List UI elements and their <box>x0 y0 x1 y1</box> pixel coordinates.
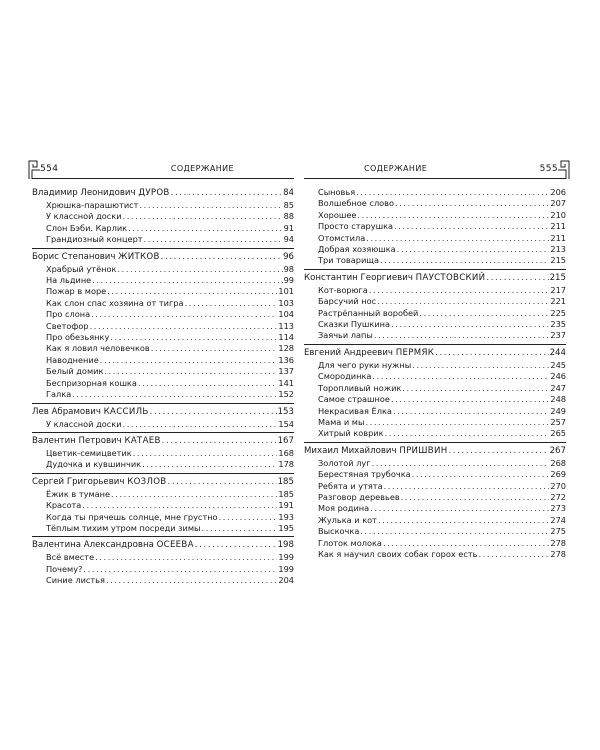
story-title: Хрюшка-парашютист <box>46 200 139 210</box>
dot-leader <box>72 389 277 400</box>
page-ref: 267 <box>549 445 566 456</box>
toc-section <box>32 404 294 433</box>
page-ref: 278 <box>550 548 566 559</box>
toc-entry <box>304 458 566 469</box>
author-given-names: Сергей Григорьевич <box>32 476 125 487</box>
story-title: На льдине <box>46 275 92 286</box>
toc-entry <box>304 319 566 330</box>
toc-section <box>304 185 566 270</box>
story-title: Цветик-семицветик <box>46 447 132 458</box>
author-surname: КАССИЛЬ <box>103 406 149 417</box>
toc-entry <box>304 233 566 244</box>
toc-section <box>304 270 566 345</box>
author-name <box>304 347 434 360</box>
dot-leader <box>142 459 277 470</box>
story-title: Кот-ворюга <box>318 284 368 295</box>
dot-leader <box>383 538 549 549</box>
page-ref: 225 <box>550 307 566 318</box>
story-title: У классной доски <box>46 418 122 429</box>
dot-leader <box>412 469 550 480</box>
toc-entry <box>32 552 294 563</box>
story-title: Разговор деревьев <box>318 491 400 502</box>
dot-leader <box>144 234 283 245</box>
toc-entry <box>304 526 566 537</box>
story-title: Самое страшное <box>318 394 390 405</box>
dot-leader <box>95 552 277 563</box>
author-name <box>32 406 149 419</box>
dot-leader <box>128 223 282 234</box>
dot-leader <box>104 366 277 377</box>
dot-leader <box>384 481 550 492</box>
page-ref: 275 <box>550 526 566 537</box>
story-title: Барсучий нос <box>318 296 377 307</box>
dot-leader <box>150 406 277 419</box>
dot-leader <box>435 347 548 360</box>
story-title: Красота <box>46 500 82 511</box>
author-name <box>32 476 166 489</box>
page-ref: 198 <box>277 540 294 551</box>
toc-entry <box>32 275 294 286</box>
toc-entry <box>304 285 566 296</box>
page-ref: 153 <box>277 406 294 417</box>
author-entry <box>304 272 566 285</box>
running-header <box>32 158 294 179</box>
toc-entry <box>304 503 566 514</box>
author-given-names: Борис Степанович <box>32 251 116 262</box>
toc-section <box>32 474 294 538</box>
page-ref: 206 <box>550 187 566 197</box>
toc-entry <box>32 500 294 511</box>
story-title: Синие листья <box>46 575 105 586</box>
toc-entry <box>32 286 294 297</box>
dot-leader <box>486 272 548 285</box>
page-ref: 235 <box>550 319 566 330</box>
dot-leader <box>138 378 277 389</box>
dot-leader <box>139 200 282 211</box>
story-title: Моя родина <box>318 503 370 514</box>
toc-entry <box>32 343 294 354</box>
author-given-names: Лев Абрамович <box>32 406 101 417</box>
page-ref: 152 <box>278 389 294 400</box>
story-title: Сыновья <box>318 187 356 197</box>
dot-leader <box>360 526 549 537</box>
dot-leader <box>184 298 277 309</box>
page-ref: 85 <box>283 200 294 210</box>
dot-leader <box>91 309 277 320</box>
author-surname: ДУРОВ <box>138 188 170 198</box>
page-ref: 248 <box>550 394 566 405</box>
page-ref: 193 <box>278 511 294 522</box>
dot-leader <box>393 406 549 417</box>
toc-entry <box>32 211 294 222</box>
story-title: Мама и мы <box>318 416 365 427</box>
toc-section <box>32 249 294 404</box>
toc-entry <box>304 255 566 266</box>
dot-leader <box>151 343 278 354</box>
page-ref: 272 <box>550 491 566 502</box>
dot-leader <box>369 285 550 296</box>
toc-entry <box>304 360 566 371</box>
page-ref: 265 <box>550 428 566 439</box>
dot-leader <box>391 394 549 405</box>
page-ref: 195 <box>278 522 294 533</box>
toc-entry <box>304 492 566 503</box>
story-title: Про слона <box>46 309 91 320</box>
story-title: Для чего руки нужны <box>318 359 412 370</box>
story-title: Торопливый ножик <box>318 382 402 393</box>
page-ref: 257 <box>550 416 566 427</box>
toc-section <box>32 433 294 474</box>
page-ref: 207 <box>550 198 566 209</box>
toc-entry <box>32 200 294 211</box>
author-name <box>32 539 194 552</box>
page-ref: 96 <box>283 251 294 262</box>
toc-entry <box>304 221 566 232</box>
toc-entry <box>32 298 294 309</box>
toc-entry <box>304 428 566 439</box>
story-title: Всё вместе <box>46 552 95 563</box>
dot-leader <box>111 489 277 500</box>
story-title: Про обезьянку <box>46 332 110 343</box>
left-page <box>32 158 294 589</box>
story-title: Как я научил своих собак горох есть <box>318 548 478 559</box>
toc-entry <box>32 564 294 575</box>
page-ref: 237 <box>550 330 566 341</box>
dot-leader <box>419 308 549 319</box>
toc-entry <box>304 210 566 221</box>
toc-entry <box>32 523 294 534</box>
page-ref: 137 <box>278 366 294 377</box>
toc-entry <box>32 489 294 500</box>
toc-entry <box>304 394 566 405</box>
running-header <box>304 158 566 179</box>
page-ref: 103 <box>278 297 294 308</box>
page-ref: 185 <box>277 476 294 487</box>
story-title: Белый домик <box>46 366 104 377</box>
dot-leader <box>378 515 549 526</box>
author-entry <box>304 347 566 360</box>
page-ref: 278 <box>550 537 566 548</box>
story-title: Волшебное слово <box>318 198 395 209</box>
dot-leader <box>123 211 283 222</box>
page-ref: 199 <box>278 552 294 563</box>
running-title: СОДЕРЖАНИЕ <box>170 164 234 173</box>
dot-leader <box>82 500 277 511</box>
story-title: Пожар в море <box>46 286 107 297</box>
author-given-names: Михаил Михайлович <box>304 445 397 456</box>
story-title: Смородинка <box>318 371 372 382</box>
page-ref: 269 <box>550 469 566 480</box>
dot-leader <box>219 512 278 523</box>
right-page <box>304 158 566 562</box>
author-name <box>32 251 160 264</box>
page-ref: 270 <box>550 480 566 491</box>
page-ref: 215 <box>549 272 566 283</box>
page-ref: 167 <box>277 435 294 446</box>
dot-leader <box>374 330 550 341</box>
dot-leader <box>171 187 282 200</box>
page-ref: 215 <box>550 255 566 266</box>
toc-entry <box>32 223 294 234</box>
page-ref: 168 <box>278 447 294 458</box>
toc-sections <box>304 185 566 562</box>
page-number: 554 <box>40 164 59 174</box>
running-title: СОДЕРЖАНИЕ <box>364 164 428 173</box>
page-ref: 211 <box>550 232 566 243</box>
page-ref: 178 <box>278 459 294 470</box>
dot-leader <box>83 564 277 575</box>
dot-leader <box>478 549 549 560</box>
story-title: Грандиозный концерт <box>46 234 143 245</box>
dot-leader <box>448 445 548 458</box>
dot-leader <box>107 286 277 297</box>
dot-leader <box>397 244 550 255</box>
story-title: Тёплым тихим утром посреди зимы <box>46 522 201 533</box>
dot-leader <box>162 435 277 448</box>
page-ref: 99 <box>283 275 294 286</box>
author-entry <box>32 406 294 419</box>
story-title: Выскочка <box>318 526 360 537</box>
dot-leader <box>92 275 282 286</box>
dot-leader <box>394 221 549 232</box>
story-title: Добрая хозяюшка <box>318 244 396 255</box>
page-ref: 268 <box>550 457 566 468</box>
page-ref: 141 <box>278 377 294 388</box>
author-given-names: Владимир Леонидович <box>32 188 136 198</box>
toc-entry <box>304 187 566 198</box>
page-ref: 113 <box>278 320 294 331</box>
page-ref: 274 <box>550 514 566 525</box>
author-given-names: Валентин Петрович <box>32 435 122 446</box>
toc-entry <box>304 383 566 394</box>
dot-leader <box>100 355 278 366</box>
story-title: Галка <box>46 389 72 400</box>
story-title: Глоток молока <box>318 537 382 548</box>
toc-entry <box>304 371 566 382</box>
page-ref: 221 <box>550 296 566 307</box>
story-title: Жулька и кот <box>318 514 377 525</box>
page-ref: 88 <box>283 211 294 222</box>
toc-entry <box>304 549 566 560</box>
toc-entry <box>32 419 294 430</box>
page-ref: 247 <box>550 382 566 393</box>
author-entry <box>32 539 294 552</box>
author-given-names: Евгений Андреевич <box>304 347 394 358</box>
toc-entry <box>304 469 566 480</box>
dot-leader <box>372 458 550 469</box>
dot-leader <box>372 371 549 382</box>
story-title: Наводнение <box>46 354 99 365</box>
dot-leader <box>380 255 549 266</box>
author-surname: ПАУСТОВСКИЙ <box>415 272 486 283</box>
toc-entry <box>32 355 294 366</box>
toc-entry <box>304 481 566 492</box>
story-title: Золотой луг <box>318 457 371 468</box>
author-given-names: Константин Георгиевич <box>304 272 413 283</box>
page-ref: 211 <box>550 221 566 232</box>
author-name <box>32 187 170 200</box>
story-title: Храбрый утёнок <box>46 263 117 274</box>
toc-section <box>32 185 294 249</box>
toc-section <box>304 443 566 563</box>
author-surname: ПЕРМЯК <box>395 347 435 358</box>
story-title: Ёжик в тумане <box>46 488 111 499</box>
page-ref: 101 <box>278 286 294 297</box>
author-name <box>304 272 485 285</box>
dot-leader <box>385 428 550 439</box>
story-title: Когда ты прячешь солнце, мне грустно <box>46 511 218 522</box>
author-surname: КОЗЛОВ <box>127 476 167 487</box>
toc-entry <box>304 198 566 209</box>
story-title: Как я ловил человечков <box>46 343 150 354</box>
story-title: Почему? <box>46 563 83 574</box>
page-ref: 245 <box>550 359 566 370</box>
dot-leader <box>133 448 278 459</box>
toc-entry <box>304 330 566 341</box>
page-ref: 210 <box>550 209 566 220</box>
page-ref: 94 <box>283 234 294 245</box>
author-name <box>32 435 161 448</box>
page-ref: 204 <box>278 575 294 586</box>
author-given-names: Валентина Александровна <box>32 540 154 551</box>
toc-sections <box>32 185 294 589</box>
dot-leader <box>412 360 549 371</box>
story-title: Отомстила <box>318 232 366 243</box>
toc-entry <box>32 234 294 245</box>
story-title: Светофор <box>46 320 89 331</box>
page-ref: 84 <box>283 188 294 198</box>
page-ref: 244 <box>549 347 566 358</box>
page-ref: 104 <box>278 309 294 320</box>
toc-section <box>32 537 294 588</box>
dot-leader <box>106 575 277 586</box>
page-ref: 246 <box>550 371 566 382</box>
dot-leader <box>117 264 282 275</box>
story-title: Берестяная трубочка <box>318 469 411 480</box>
dot-leader <box>391 319 549 330</box>
dot-leader <box>202 523 278 534</box>
page-ref: 249 <box>550 405 566 416</box>
story-title: У классной доски <box>46 211 122 222</box>
dot-leader <box>402 383 549 394</box>
toc-entry <box>304 308 566 319</box>
toc-entry <box>32 448 294 459</box>
story-title: Беспризорная кошка <box>46 377 137 388</box>
page-ref: 185 <box>278 488 294 499</box>
dot-leader <box>365 417 549 428</box>
author-name <box>304 445 447 458</box>
dot-leader <box>357 210 549 221</box>
toc-entry <box>32 512 294 523</box>
page-ref: 191 <box>278 500 294 511</box>
dot-leader <box>110 332 277 343</box>
story-title: Дудочка и кувшинчик <box>46 459 142 470</box>
toc-entry <box>304 296 566 307</box>
author-surname: КАТАЕВ <box>124 435 161 446</box>
story-title: Некрасивая Ёлка <box>318 405 392 416</box>
story-title: Сказки Пушкина <box>318 319 391 330</box>
author-entry <box>32 476 294 489</box>
story-title: Хорошее <box>318 209 357 220</box>
dot-leader <box>370 503 549 514</box>
page-ref: 217 <box>550 284 566 295</box>
page-ref: 91 <box>283 222 294 233</box>
page-ref: 128 <box>278 343 294 354</box>
toc-entry <box>304 538 566 549</box>
dot-leader <box>195 539 277 552</box>
author-entry <box>32 251 294 264</box>
toc-entry <box>32 378 294 389</box>
story-title: Слон Бэби. Карлик <box>46 222 128 233</box>
author-surname: ЖИТКОВ <box>118 251 160 262</box>
author-entry <box>32 187 294 200</box>
toc-entry <box>32 366 294 377</box>
dot-leader <box>366 233 549 244</box>
dot-leader <box>377 296 549 307</box>
toc-entry <box>304 244 566 255</box>
page-number: 555 <box>539 164 558 174</box>
corner-ornament-icon <box>556 158 570 180</box>
toc-entry <box>32 575 294 586</box>
story-title: Ребята и утята <box>318 480 383 491</box>
page-ref: 114 <box>278 332 294 343</box>
author-entry <box>32 435 294 448</box>
dot-leader <box>167 476 276 489</box>
story-title: Как слон спас хозяина от тигра <box>46 297 184 308</box>
dot-leader <box>356 187 549 198</box>
dot-leader <box>401 492 550 503</box>
story-title: Растрёпанный воробей <box>318 307 419 318</box>
page-ref: 98 <box>283 263 294 274</box>
toc-entry <box>304 417 566 428</box>
page-ref: 154 <box>278 418 294 429</box>
dot-leader <box>123 419 278 430</box>
toc-entry <box>32 332 294 343</box>
author-surname: ОСЕЕВА <box>156 540 194 551</box>
toc-entry <box>32 459 294 470</box>
toc-entry <box>304 406 566 417</box>
page-ref: 199 <box>278 563 294 574</box>
toc-entry <box>304 515 566 526</box>
toc-entry <box>32 264 294 275</box>
dot-leader <box>161 251 282 264</box>
toc-entry <box>32 321 294 332</box>
page-ref: 213 <box>550 244 566 255</box>
dot-leader <box>90 321 278 332</box>
toc-section <box>304 345 566 443</box>
toc-entry <box>32 309 294 320</box>
page-ref: 136 <box>278 354 294 365</box>
story-title: Заячьи лапы <box>318 330 373 341</box>
story-title: Три товарища <box>318 255 379 266</box>
page-ref: 273 <box>550 503 566 514</box>
toc-entry <box>32 389 294 400</box>
author-surname: ПРИШВИН <box>399 445 448 456</box>
story-title: Просто старушка <box>318 221 394 232</box>
author-entry <box>304 445 566 458</box>
dot-leader <box>395 198 549 209</box>
story-title: Хитрый коврик <box>318 428 384 439</box>
